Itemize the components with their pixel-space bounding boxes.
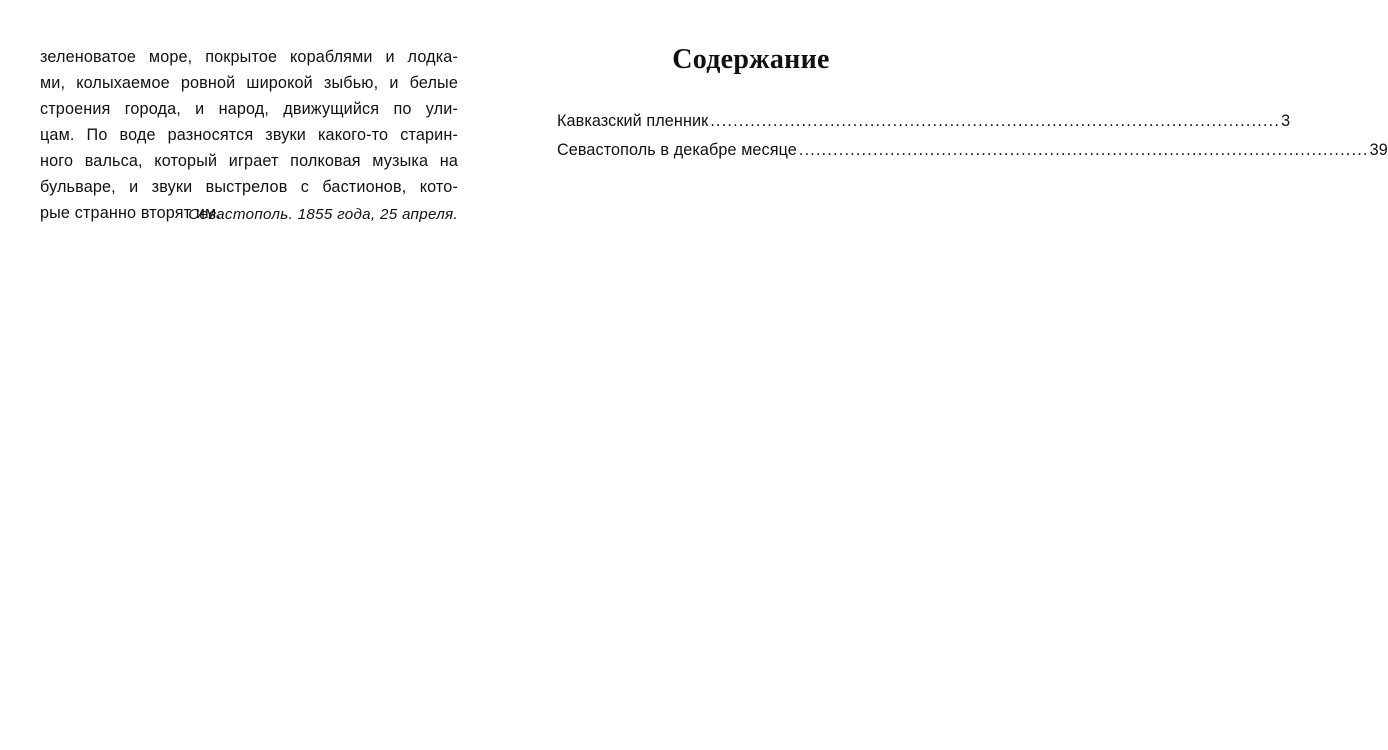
table-of-contents <box>557 107 1388 165</box>
toc-leader-dots: .................................................................................................... <box>798 141 1369 159</box>
left-page <box>0 0 500 750</box>
toc-entry-page: 3 <box>1281 112 1291 130</box>
text-line: строения города, и народ, движущийся по ули- <box>40 100 458 118</box>
text-line: цам. По воде разносятся звуки какого-то старин- <box>40 126 458 144</box>
toc-title: Содержание <box>672 44 830 75</box>
toc-entry-title: Кавказский пленник <box>557 112 709 130</box>
text-line: ми, колыхаемое ровной широкой зыбью, и белые <box>40 74 458 92</box>
toc-leader-dots: .................................................................................................... <box>710 112 1281 130</box>
text-line: ного вальса, который играет полковая музыка на <box>40 152 458 170</box>
right-page <box>500 0 1388 750</box>
toc-entry[interactable] <box>557 136 1388 165</box>
toc-entry-page: 39 <box>1369 141 1388 159</box>
toc-entry[interactable] <box>557 107 1291 136</box>
text-line: бульваре, и звуки выстрелов с бастионов, кото- <box>40 178 458 196</box>
toc-entry-title: Севастополь в декабре месяце <box>557 141 797 159</box>
text-line: зеленоватое море, покрытое кораблями и лодка- <box>40 48 458 66</box>
text-line: рые странно вторят им. <box>40 204 221 222</box>
dateline: Севастополь. 1855 года, 25 апреля. <box>188 206 458 223</box>
body-text <box>40 44 458 226</box>
